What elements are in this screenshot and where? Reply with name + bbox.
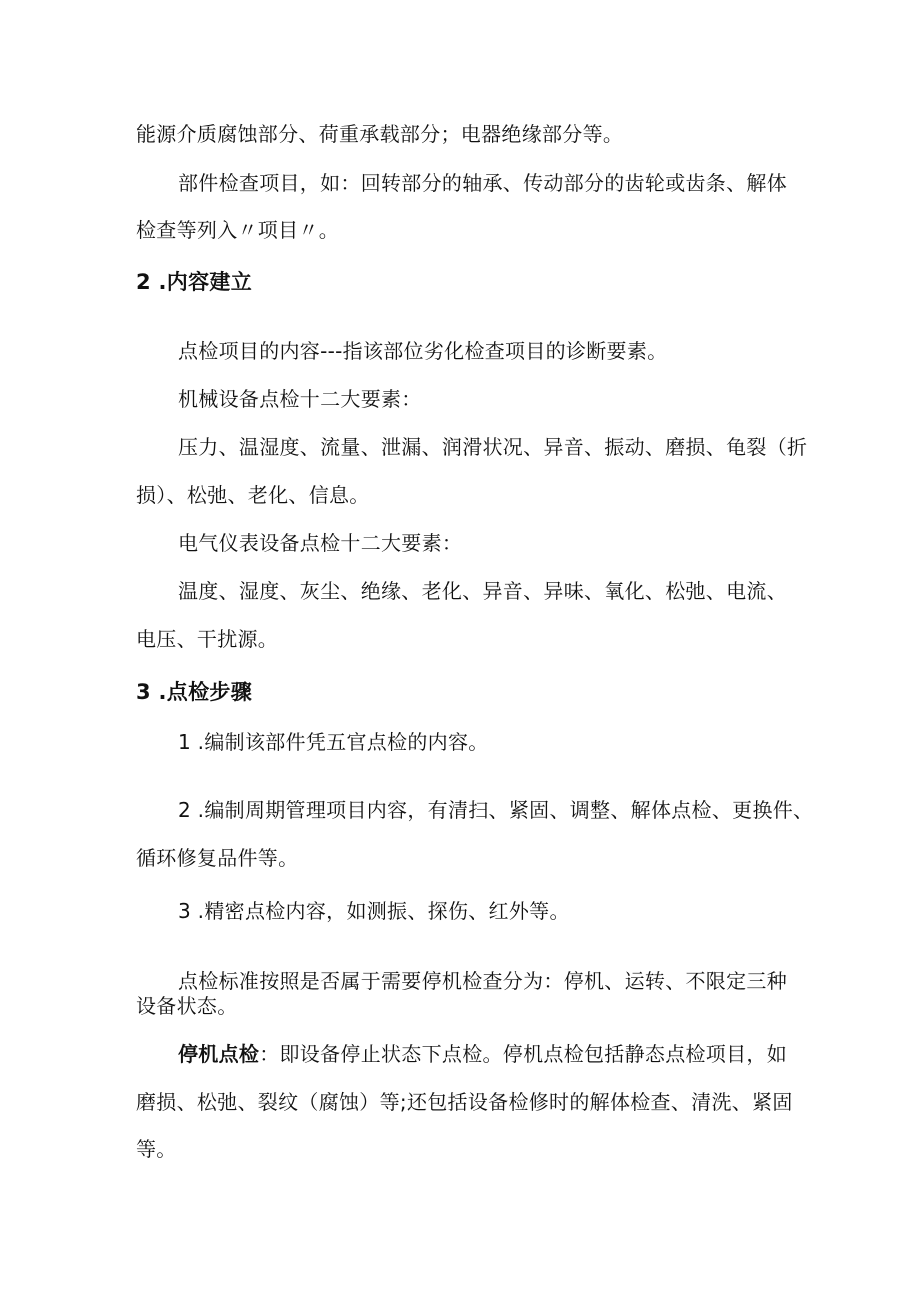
paragraph-line (178, 1041, 787, 1067)
paragraph-line: 部件检查项目，如：回转部分的轴承、传动部分的齿轮或齿条、解体 (178, 171, 787, 195)
paragraph-line: 磨损、松弛、裂纹（腐蚀）等;还包括设备检修时的解体检查、清洗、紧固 (136, 1090, 793, 1114)
paragraph-line: 电压、干扰源。 (136, 627, 279, 651)
paragraph-line: 点检标准按照是否属于需要停机检查分为：停机、运转、不限定三种 (178, 969, 787, 993)
step-line: 2 .编制周期管理项目内容，有清扫、紧固、调整、解体点检、更换件、 (178, 798, 814, 822)
paragraph-line: 点检项目的内容---指该部位劣化检查项目的诊断要素。 (178, 339, 668, 363)
term-label: 停机点检 (178, 1042, 260, 1066)
section-heading-content: 2 .内容建立 (136, 270, 252, 294)
paragraph-line: 电气仪表设备点检十二大要素： (178, 531, 463, 555)
paragraph-line: 能源介质腐蚀部分、荷重承载部分；电器绝缘部分等。 (136, 122, 624, 146)
paragraph-line: 损）、松弛、老化、信息。 (136, 483, 370, 507)
paragraph-line: 温度、湿度、灰尘、绝缘、老化、异音、异味、氧化、松弛、电流、 (178, 579, 787, 603)
paragraph-line: 设备状态。 (136, 994, 238, 1018)
paragraph-line: 压力、温湿度、流量、泄漏、润滑状况、异音、振动、磨损、龟裂（折 (178, 435, 808, 459)
paragraph-line: 检查等列入〃项目〃。 (136, 218, 339, 242)
section-heading-steps: 3 .点检步骤 (136, 680, 252, 704)
step-line: 循环修复品件等。 (136, 846, 299, 870)
term-definition: ：即设备停止状态下点检。停机点检包括静态点检项目，如 (259, 1042, 788, 1066)
step-line: 1 .编制该部件凭五官点检的内容。 (178, 730, 489, 754)
paragraph-line: 机械设备点检十二大要素： (178, 387, 422, 411)
paragraph-line: 等。 (136, 1137, 177, 1161)
step-line: 3 .精密点检内容，如测振、探伤、红外等。 (178, 899, 570, 923)
